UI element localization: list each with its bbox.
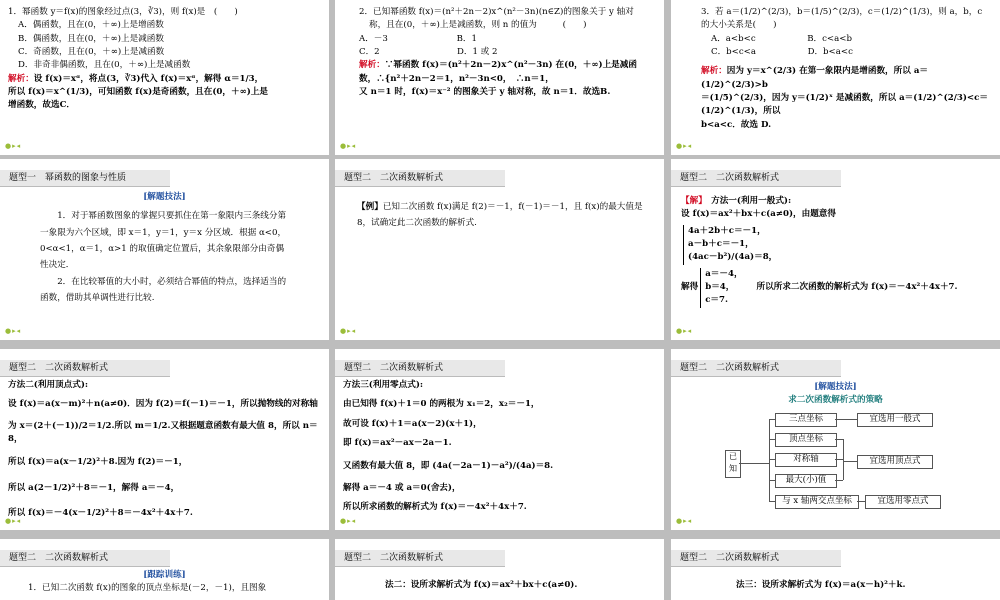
known-x-intercepts: 与 x 轴两交点坐标 — [775, 495, 859, 509]
option-zero-form: 宜选用零点式 — [865, 495, 941, 509]
section-header: 题型二 二次函数解析式 — [335, 550, 505, 567]
question-2: 2．已知幂函数 f(x)＝(n²＋2n－2)x^(n²－3n)(n∈Z)的图象关于 y 轴对 称，且在(0，＋∞)上是减函数，则 n 的值为 ( ) A．－3 B．1 C．2 D．1 或 2 解析：∵幂函数 f(x)＝(n²＋2n－2)x^(n²－3n) 在(0，＋∞)上是减函 数，∴{n²＋2n－2＝1，n²－3n<0， ∴n＝1， 又 n＝1 时，f(x)＝x⁻² 的图象关于 y 轴对称，故 n＝1．故选B. — [359, 7, 637, 97]
slide-5: 题型二 二次函数解析式 【例】已知二次函数 f(x)满足 f(2)＝－1，f(－1)＝－1，且 f(x)的最大值是 8，试确定此二次函数的解析式. ●▸◂ — [335, 159, 664, 340]
nav-dots[interactable]: ●▸◂ — [340, 327, 357, 336]
nav-dots[interactable]: ●▸◂ — [340, 142, 357, 151]
option-vertex-form: 宜选用顶点式 — [857, 455, 933, 469]
solution-system: a＝－4， b＝4， c＝7. — [700, 268, 742, 308]
equation-system: 4a＋2b＋c＝－1， a－b＋c＝－1， (4ac－b²)/(4a)＝8， — [683, 225, 992, 265]
section-header: 题型二 二次函数解析式 — [0, 550, 170, 567]
slide-7: 题型二 二次函数解析式 方法二(利用顶点式): 设 f(x)＝a(x－m)²＋n(a≠0)．因为 f(2)＝f(－1)＝－1，所以抛物线的对称轴 为 x＝(2＋(－1))/2＝1/2.所以 m＝1/2.又根据题意函数有最大值 8，所以 n＝8， 所以 f(x)＝a(x－1/2)²＋8.因为 f(2)＝－1， 所以 a(2－1/2)²＋8＝－1，解得 a＝－4， 所以 f(x)＝－4(x－1/2)²＋8＝－4x²＋4x＋7. ●▸◂ — [0, 349, 329, 530]
section-header: 题型二 二次函数解析式 — [335, 360, 505, 377]
section-header: 题型二 二次函数解析式 — [671, 360, 841, 377]
slide-9 — [671, 349, 1000, 530]
slide-11: 题型二 二次函数解析式 法二：设所求解析式为 f(x)＝ax²＋bx＋c(a≠0). — [335, 539, 664, 600]
nav-dots[interactable]: ●▸◂ — [5, 142, 22, 151]
known-extreme: 最大(小)值 — [775, 474, 837, 488]
sub-heading: [解题技法] — [814, 382, 857, 392]
section-header: 题型一 幂函数的图象与性质 — [0, 170, 170, 187]
slide-10: 题型二 二次函数解析式 [跟踪训练] 1．已知二次函数 f(x)的图象的顶点坐标是(－2，－1)，且图象 — [0, 539, 329, 600]
section-header: 题型二 二次函数解析式 — [671, 170, 841, 187]
slide-12: 题型二 二次函数解析式 法三：设所求解析式为 f(x)＝a(x－h)²＋k. — [671, 539, 1000, 600]
nav-dots[interactable]: ●▸◂ — [5, 327, 22, 336]
slide-8: 题型二 二次函数解析式 方法三(利用零点式): 由已知得 f(x)＋1＝0 的两根为 x₁＝2，x₂＝－1， 故可设 f(x)＋1＝a(x－2)(x＋1)， 即 f(x)＝ax²－ax－2a－1. 又函数有最大值 8，即 (4a(－2a－1)－a²)/(4a)＝8. 解得 a＝－4 或 a＝0(舍去)， 所以所求函数的解析式为 f(x)＝－4x²＋4x＋7. ●▸◂ — [335, 349, 664, 530]
nav-dots[interactable]: ●▸◂ — [5, 517, 22, 526]
known-axis: 对称轴 — [775, 453, 837, 467]
slide-3 — [671, 0, 1000, 155]
slide-2 — [335, 0, 664, 155]
nav-dots[interactable]: ●▸◂ — [676, 142, 693, 151]
question-3: 3．若 a＝(1/2)^(2/3)，b＝(1/5)^(2/3)，c＝(1/2)^(1/3)，则 a，b，c 的大小关系是( ) A．a<b<c B．c<a<b C．b<c<a D．b<a<c 解析：因为 y＝x^(2/3) 在第一象限内是增函数，所以 a＝(1/2)^(2/3)>b ＝(1/5)^(2/3)，因为 y＝(1/2)ˣ 是减函数，所以 a＝(1/2)^(2/3)<c＝(1/2)^(1/3)，所以 b<a<c．故选 D. — [701, 7, 988, 130]
section-header: 题型二 二次函数解析式 — [335, 170, 505, 187]
slide-6: 题型二 二次函数解析式 【解】 方法一(利用一般式): 设 f(x)＝ax²＋bx＋c(a≠0)，由题意得 4a＋2b＋c＝－1， a－b＋c＝－1， (4ac－b²)/(4a)＝8， 解得 a＝－4， b＝4， c＝7. 所以所求二次函数的解析式为 f(x)＝－4x²＋4x＋7. ●▸◂ — [671, 159, 1000, 340]
nav-dots[interactable]: ●▸◂ — [676, 517, 693, 526]
known-three-points: 三点坐标 — [775, 413, 837, 427]
strategy-title: 求二次函数解析式的策略 — [788, 395, 883, 406]
solution-label: 【解】 — [681, 196, 703, 206]
option-general-form: 宜选用一般式 — [857, 413, 933, 427]
slide-4: 题型一 幂函数的图象与性质 [解题技法] 1．对于幂函数图象的掌握只要抓住在第一象限内三条线分第一象限为六个区域，即 x＝1，y＝1，y＝x 分区域．根据 α<0，0<α<1，α＝1，α>1 的取值确定位置后，其余象限部分由奇偶性决定． 2．在比较幂值的大小时，必须结合幂值的特点，选择适当的函数，借助其单调性进行比较. ●▸◂ — [0, 159, 329, 340]
sub-heading: [跟踪训练] — [143, 570, 186, 580]
sub-heading: [解题技法] — [143, 192, 186, 202]
nav-dots[interactable]: ●▸◂ — [676, 327, 693, 336]
slide-1 — [0, 0, 329, 155]
known-box: 已知 — [725, 450, 741, 478]
known-vertex: 顶点坐标 — [775, 433, 837, 447]
nav-dots[interactable]: ●▸◂ — [340, 517, 357, 526]
example-label: 【例】 — [357, 202, 383, 212]
analysis-label: 解析： — [8, 73, 34, 84]
section-header: 题型二 二次函数解析式 — [0, 360, 170, 377]
section-header: 题型二 二次函数解析式 — [671, 550, 841, 567]
question-1: 1．幂函数 y＝f(x)的图象经过点(3，∛3)，则 f(x)是 ( ) A．偶函数，且在(0，＋∞)上是增函数 B．偶函数，且在(0，＋∞)上是减函数 C．奇函数，且在(0，＋∞)上是减函数 D．非奇非偶函数，且在(0，＋∞)上是减函数 解析：设 f(x)＝xᵅ，将点(3，∛3)代入 f(x)＝xᵅ，解得 α＝1/3， 所以 f(x)＝x^(1/3)，可知函数 f(x)是奇函数，且在(0，＋∞)上是 增函数，故选C． — [8, 7, 268, 111]
